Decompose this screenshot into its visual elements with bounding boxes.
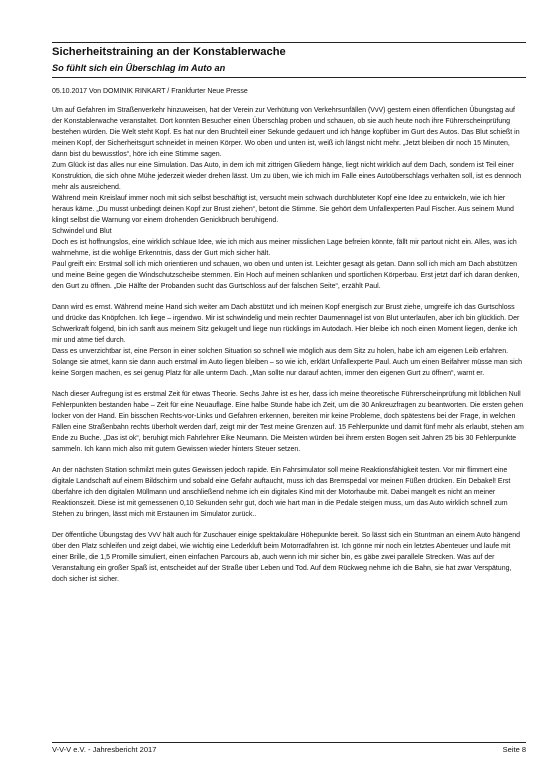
paragraph: Dann wird es ernst. Während meine Hand sich weiter am Dach abstützt und ich meinen Kopf energisch zur Brust ziehe, umgreife ich das Gurtschloss und drücke das Knöpfchen. Ich liege – irgendwo. Mir ist schwindelig und mein rechter Daumennagel ist von Blut unterlaufen, aber ich bin glücklich. Der Schwerkraft folgend, bin ich sanft aus meinem Sitz gekugelt und liege nun rücklings im Autodach. Hier bleibe ich noch einen Moment liegen, denke ich mir und atme tief durch.: [52, 304, 520, 344]
paragraph: An der nächsten Station schmilzt mein gutes Gewissen jedoch rapide. Ein Fahrsimulator soll meine Reaktionsfähigkeit testen. Vor mir flimmert eine digitale Landschaft auf einem Bildschirm und sobald eine Gefahr auftaucht, muss ich das Bremspedal vor meinen Füßen drücken. Ein Debakel! Erst überfahre ich den digitalen Müllmann und anschließend nehme ich ein digitales Kind mit der Motorhaube mit. Dabei mangelt es nicht an meiner Reaktionszeit. Diese ist mit gemessenen 0,10 Sekunden sehr gut, doch wie hart man in die Pedale steigen muss, um das Auto wirklich schnell zum Stehen zu bringen, lässt mich mit Erstaunen im Simulator zurück..: [52, 467, 511, 518]
title-block: [52, 42, 526, 78]
paragraph: Während mein Kreislauf immer noch mit sich selbst beschäftigt ist, versucht mein schwach durchbluteter Kopf eine Idee zu entwickeln, wie ich hier heraus käme. „Du musst unbedingt deinen Kopf zur Brust ziehen“, betont die Stimme. Sie gehört dem Unfallexperten Paul Fischer. Aus seinem Mund klingt selbst die Warnung vor einem drohenden Genickbruch beruhigend.: [52, 195, 514, 224]
paragraph: Zum Glück ist das alles nur eine Simulation. Das Auto, in dem ich mit zittrigen Gliedern hänge, liegt nicht wirklich auf dem Dach, sondern ist Teil einer Konstruktion, die sich ohne Mühe jederzeit wieder drehen lässt. Um zu üben, wie ich mich im Falle eines Autoüberschlags verhalten soll, ist es dennoch mehr als ausreichend.: [52, 162, 522, 191]
footer-publication: V-V-V e.V. - Jahresbericht 2017: [52, 745, 157, 754]
article: [52, 42, 526, 585]
article-body: [52, 105, 526, 585]
page-footer: [52, 742, 526, 755]
paragraph: Der öffentliche Übungstag des VvV hält auch für Zuschauer einige spektakuläre Höhepunkte bereit. So lässt sich ein Stuntman an einem Auto hängend über den Platz schleifen und zeigt dabei, wie wichtig eine Lederkluft beim Motorradfahren ist. Ich gönne mir noch ein letztes Abenteuer und laufe mit einer Brille, die 1,5 Promille simuliert, einen einfachen Parcours ab, auch wenn ich mir sicher bin, es gäbe zwei parallele Strecken. Was auf der Veranstaltung ein großer Spaß ist, entscheidet auf der Straße über Leben und Tod. Auf dem Rückweg nehme ich die Bahn, sie hat zwar Verspätung, doch sicher ist sicher.: [52, 532, 520, 583]
section-heading: Schwindel und Blut: [52, 228, 112, 235]
article-subtitle: So fühlt sich ein Überschlag im Auto an: [52, 63, 226, 73]
page-number: Seite 8: [502, 745, 526, 754]
paragraph: Doch es ist hoffnungslos, eine wirklich schlaue Idee, wie ich mich aus meiner misslichen Lage befreien könnte, fällt mir partout nicht ein. Alles, was ich wahrnehme, ist die wohlige Erkenntnis, dass der Gurt mich sicher hält.: [52, 239, 517, 257]
article-byline: 05.10.2017 Von DOMINIK RINKART / Frankfurter Neue Presse: [52, 88, 248, 95]
paragraph: Paul greift ein: Erstmal soll ich mich orientieren und schauen, wo oben und unten ist. Leichter gesagt als getan. Dann soll ich mich am Dach abstützen und meine Beine gegen die Windschutzscheibe stemmen. Ein Hoch auf meinen schlanken und sportlichen Körperbau. Erst jetzt darf ich daran denken, den Gurt zu öffnen. „Die Hälfte der Probanden sucht das Gurtschloss auf der falschen Seite“, erzählt Paul.: [52, 261, 520, 290]
paragraph: Um auf Gefahren im Straßenverkehr hinzuweisen, hat der Verein zur Verhütung von Verkehrsunfällen (VvV) gestern einen öffentlichen Übungstag auf der Konstablerwache veranstaltet. Dort konnten Besucher einen Überschlag proben und schauen, ob sie auch heute noch ihre Führerscheinprüfung bestehen würden. Die Welt steht Kopf. Es hat nur den Bruchteil einer Sekunde gedauert und ich hänge kopfüber im Gurt des Autos. Das Blut schießt in meinen Kopf, der Sicherheitsgurt schneidet in meinen Körper. Wo oben und unten ist, weiß ich längst nicht mehr. „Jetzt bleiben dir noch 15 Minuten, dann bist du bewusstlos“, höre ich eine Stimme sagen.: [52, 107, 520, 158]
paragraph: Nach dieser Aufregung ist es erstmal Zeit für etwas Theorie. Sechs Jahre ist es her, dass ich meine theoretische Führerscheinprüfung mit löblichen Null Fehlerpunkten bestanden habe – Zeit für eine Neuauflage. Eine halbe Stunde habe ich Zeit, um die 30 Ankreuzfragen zu beantworten. Die ersten gehen locker von der Hand. Ein bisschen Rechts-vor-Links und Gefahren erkennen, bereiten mir keine Probleme, doch spätestens bei der Frage, in welchen Fällen eine Straßenbahn rechts überholt werden darf, zeigt mir der Test meine Grenzen auf. 15 Fehlerpunkte und damit fünf mehr als erlaubt, stehen am Ende zu Buche. „Das ist ok“, beruhigt mich Fahrlehrer Eike Neumann. Die Meisten würden bei ihrem ersten Bogen seit Jahren 25 bis 30 Fehlerpunkte sammeln. Ich kann mich also mit gutem Gewissen wieder hinters Steuer setzen.: [52, 391, 524, 453]
paragraph: Dass es unverzichtbar ist, eine Person in einer solchen Situation so schnell wie möglich aus dem Sitz zu holen, habe ich am eigenen Leib erfahren. Solange sie atmet, kann sie dann auch erstmal im Auto liegen bleiben – so wie ich, erklärt Unfallexperte Paul. Auch um einen Beifahrer müsse man sich keine Sorgen machen, es sei genug Platz für alle unterm Dach. „Man sollte nur darauf achten, immer den eigenen Gurt zu öffnen“, warnt er.: [52, 348, 523, 377]
article-title: Sicherheitstraining an der Konstablerwache: [52, 46, 286, 58]
